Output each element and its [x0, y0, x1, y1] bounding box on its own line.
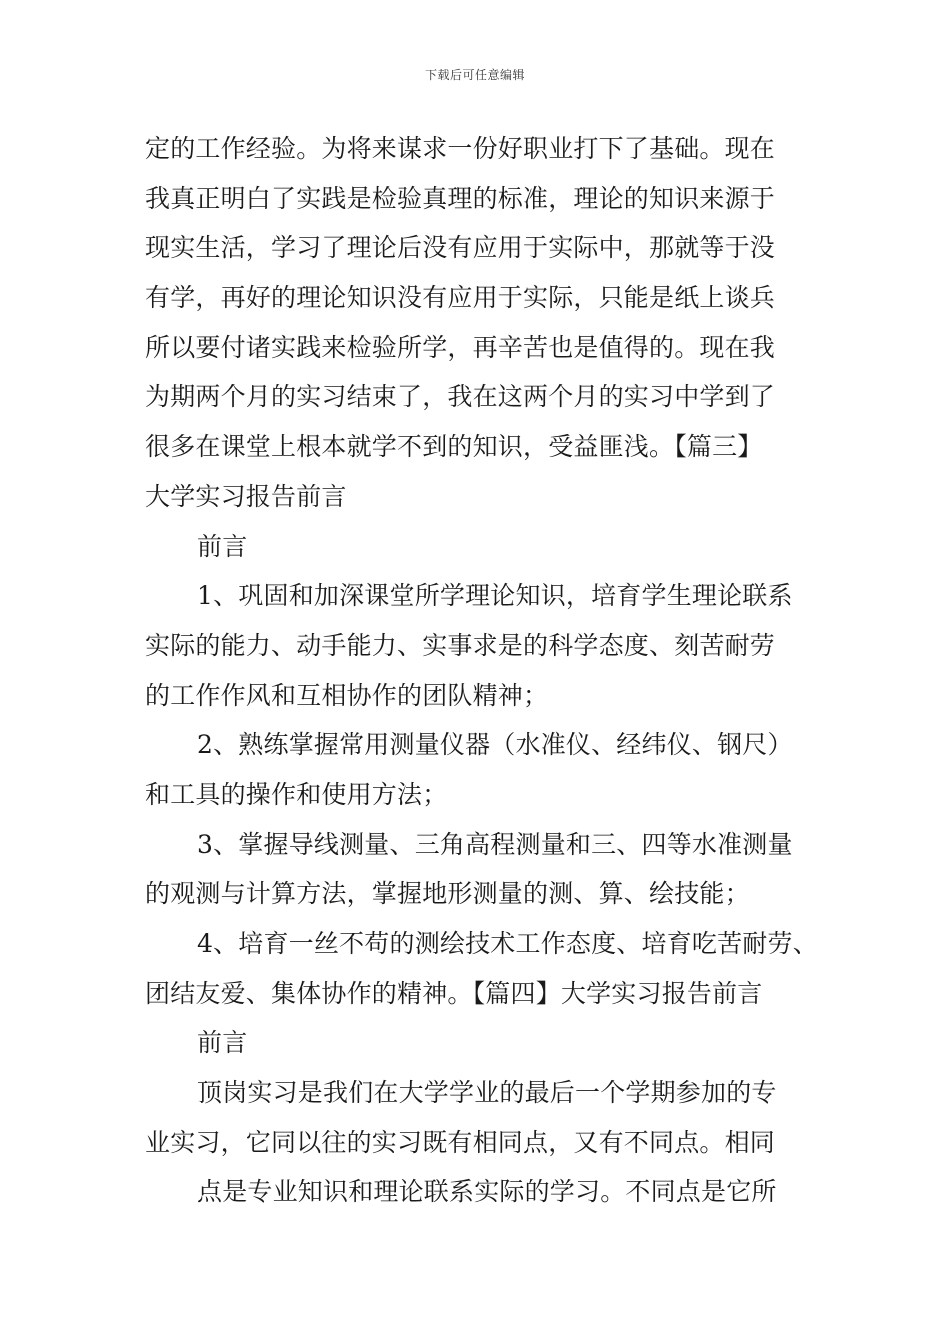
text-line: 大学实习报告前言: [145, 481, 347, 511]
text-line: 点是专业知识和理论联系实际的学习。不同点是它所: [197, 1177, 777, 1207]
document-body: [145, 124, 845, 1217]
text-line: 实际的能力、动手能力、实事求是的科学态度、刻苦耐劳: [145, 630, 776, 660]
text-line: 团结友爱、集体协作的精神。【篇四】大学实习报告前言: [145, 978, 763, 1008]
text-line: 顶岗实习是我们在大学学业的最后一个学期参加的专: [197, 1078, 777, 1108]
text-line: 很多在课堂上根本就学不到的知识，受益匪浅。【篇三】: [145, 432, 763, 462]
text-line: 3、掌握导线测量、三角高程测量和三、四等水准测量: [197, 829, 793, 859]
text-line: 和工具的操作和使用方法；: [145, 779, 448, 809]
text-line: 前言: [197, 531, 248, 561]
text-line: 所以要付诸实践来检验所学，再辛苦也是值得的。现在我: [145, 332, 776, 362]
text-line: 定的工作经验。为将来谋求一份好职业打下了基础。现在: [145, 134, 776, 163]
text-line: 的观测与计算方法，掌握地形测量的测、算、绘技能；: [145, 879, 750, 909]
text-line: 的工作作风和互相协作的团队精神；: [145, 680, 549, 710]
text-line: 我真正明白了实践是检验真理的标准，理论的知识来源于: [145, 183, 776, 213]
text-line: 为期两个月的实习结束了，我在这两个月的实习中学到了: [145, 382, 776, 412]
text-line: 有学，再好的理论知识没有应用于实际，只能是纸上谈兵: [145, 283, 776, 313]
text-line: 前言: [197, 1028, 248, 1058]
text-line: 现实生活，学习了理论后没有应用于实际中，那就等于没: [145, 233, 776, 263]
text-line: 1、巩固和加深课堂所学理论知识，培育学生理论联系: [197, 581, 793, 611]
page-header: 下载后可任意编辑: [424, 68, 525, 82]
text-line: 4、培育一丝不苟的测绘技术工作态度、培育吃苦耐劳、: [197, 929, 818, 958]
text-line: 2、熟练掌握常用测量仪器（水准仪、经纬仪、钢尺）: [197, 730, 793, 760]
text-line: 业实习，它同以往的实习既有相同点，又有不同点。相同: [145, 1127, 776, 1157]
